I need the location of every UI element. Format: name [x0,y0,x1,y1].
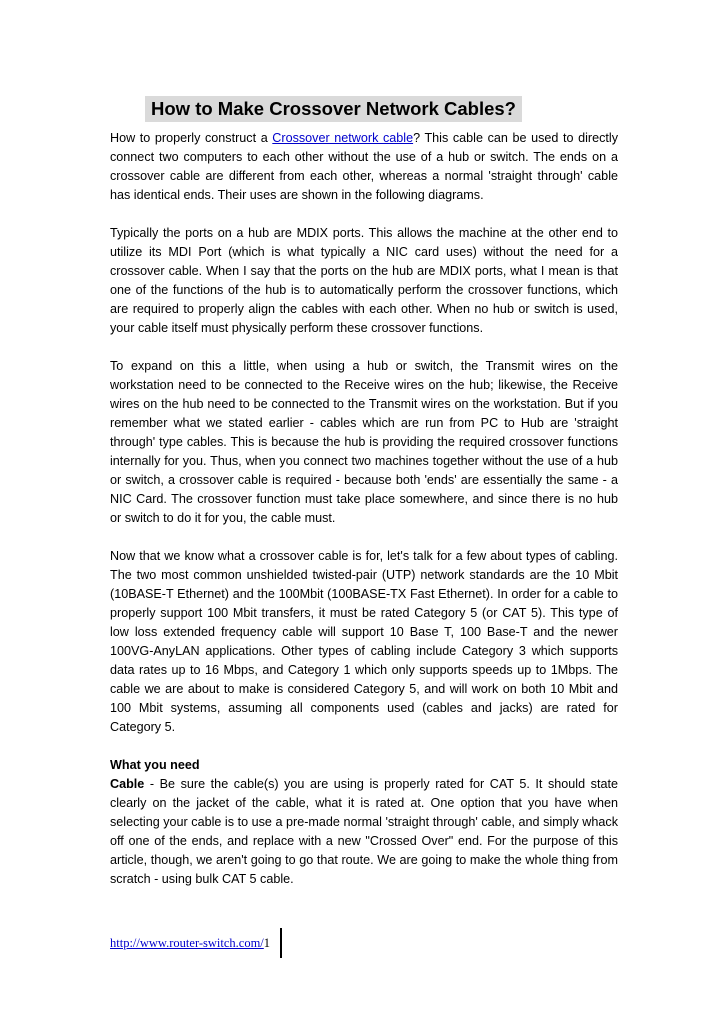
cable-lead: Cable [110,777,145,791]
paragraph-transmit-receive: To expand on this a little, when using a hub or switch, the Transmit wires on the workstation need to be connected to the Receive wires on the hub; likewise, the Receive wires on the hub need to be connected to the Transmit wires on the workstation. But if you remember what we stated earlier - cables which are run from PC to Hub are 'straight through' type cables. This is because the hub is providing the required crossover functions internally for you. Thus, when you connect two machines together without the use of a hub or switch, a crossover cable is required - because both 'ends' are essentially the same - a NIC Card. The crossover function must take place somewhere, and since there is no hub or switch to do it for you, the cable must. [110,359,618,525]
cable-text: - Be sure the cable(s) you are using is properly rated for CAT 5. It should state clearly on the jacket of the cable, what it is rated at. One option that you have when selecting your cable is to use a pre-made normal 'straight through' cable, and simply whack off one of the ends, and replace with a new "Crossed Over" end. For the purpose of this article, though, we aren't going to go that route. We are going to make the whole thing from scratch - using bulk CAT 5 cable. [110,777,618,886]
intro-text-before: How to properly construct a [110,131,273,145]
footer-divider [280,928,282,958]
intro-text-after: ? This cable can be used to directly connect two computers to each other without the use of a hub or switch. The ends on a crossover cable are different from each other, whereas a normal 'straight through' cable has identical ends. Their uses are shown in the following diagrams. [110,131,618,202]
paragraph-cabling-types: Now that we know what a crossover cable is for, let's talk for a few about types of cabling. The two most common unshielded twisted-pair (UTP) network standards are the 10 Mbit (10BASE-T Ethernet) and the 100Mbit (100BASE-TX Fast Ethernet). In order for a cable to properly support 100 Mbit transfers, it must be rated Category 5 (or CAT 5). This type of low loss extended frequency cable will support 10 Base T, 100 Base-T and the newer 100VG-AnyLAN applications. Other types of cabling include Category 3 which supports data rates up to 16 Mbps, and Category 1 which only supports speeds up to 1Mbps. The cable we are about to make is considered Category 5, and will work on both 10 Mbit and 100 Mbit systems, assuming all components used (cables and jacks) are rated for Category 5. [110,549,618,734]
page-footer [110,933,270,953]
page-title: How to Make Crossover Network Cables? [145,96,522,122]
footer-url-link[interactable]: http://www.router-switch.com/ [110,936,264,950]
article-body [110,129,618,908]
paragraph-intro [110,129,618,205]
page-number: 1 [263,936,271,950]
crossover-cable-link[interactable]: Crossover network cable [272,131,414,145]
paragraph-mdix: Typically the ports on a hub are MDIX ports. This allows the machine at the other end to utilize its MDI Port (which is what typically a NIC card uses) without the need for a crossover cable. When I say that the ports on the hub are MDIX ports, what I mean is that one of the functions of the hub is to automatically perform the crossover functions, which are required to properly align the cables with each other. When no hub or switch is used, your cable itself must physically perform these crossover functions. [110,226,618,335]
section-heading-what-you-need: What you need [110,758,200,772]
paragraph-cable [110,775,618,889]
